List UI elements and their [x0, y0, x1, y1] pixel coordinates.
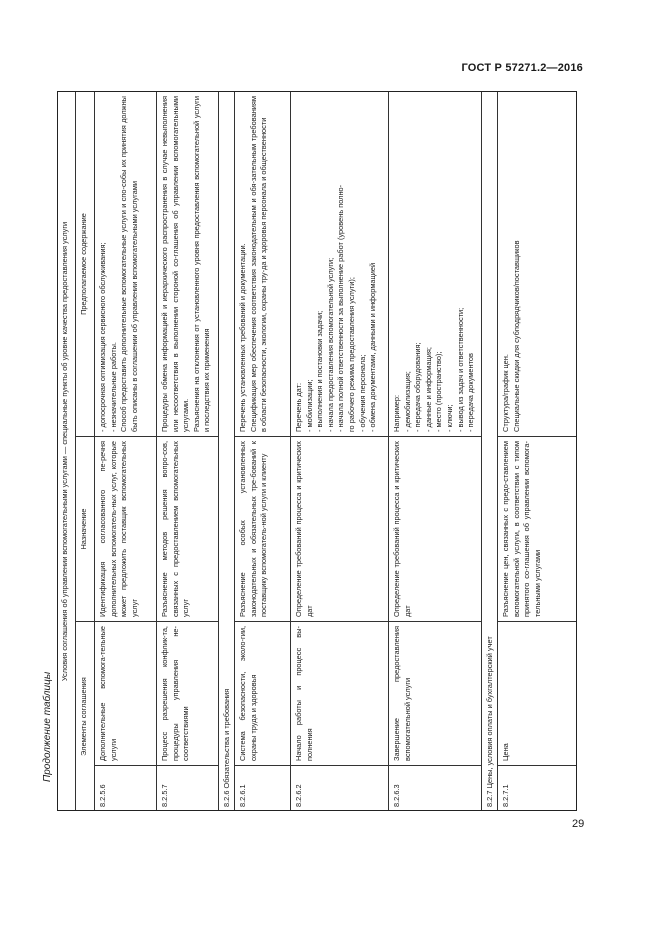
content-line: - обучения персонала;	[357, 354, 367, 432]
content-line: Перечень установленных требований и документации.	[238, 243, 247, 432]
content-line: Разъяснения на отклонения от установленного уровня предоставления вспомогательной услуги и последствия их применения	[191, 96, 212, 432]
content-line: - ключи;	[444, 404, 454, 432]
row-purpose: Определение требований процесса и критических дат	[291, 436, 389, 621]
content-line: - начала предоставления вспомогательной услуги;	[325, 257, 335, 432]
content-line: - допосрочная оптимизация сервисного обслуживания;	[98, 242, 107, 432]
row-content	[235, 91, 291, 436]
row-element: Процесс разрешения конфлик-та, процедуры управления не-соответствиями	[157, 621, 219, 765]
row-code: 8.2.7.1	[498, 765, 577, 811]
row-purpose: Разъяснение цен, связанных с предо-ставлением вспомогательной услуги, в соответствии с типом принятого со-глашения об управлении вспомога-тельными услугами	[498, 436, 577, 621]
row-content	[389, 91, 482, 436]
page-number: 29	[572, 818, 585, 830]
column-header-content: Предполагаемое содержание	[76, 91, 95, 436]
row-element: Система безопасности, эколо-гии, охраны труда и здоровья	[235, 621, 291, 765]
row-content	[95, 91, 157, 436]
content-line: - место (пространство);	[434, 351, 444, 432]
column-header-elements: Элементы соглашения	[76, 621, 95, 811]
content-line: Структура/график цен.	[501, 354, 510, 432]
content-line: Например:	[392, 394, 401, 432]
row-content	[157, 91, 219, 436]
content-line: Перечень дат:	[294, 382, 303, 432]
continuation-label: Продолжение таблицы	[42, 671, 53, 782]
content-line: - вывод из задач и ответственности;	[455, 307, 465, 432]
section-row: 8.2.7 Цены, условия оплаты и бухгалтерский учет	[482, 91, 498, 811]
content-line: - передача оборудования;	[413, 342, 423, 432]
content-line: го рабочего режима предоставления услуги);	[346, 277, 356, 432]
content-line: - передача документов	[466, 353, 476, 432]
content-line: - обмена документами, данными и информацией	[368, 262, 378, 432]
content-line: - незначительные работы.	[108, 342, 118, 432]
content-line: - мобилизации;	[304, 379, 314, 432]
rotated-table	[57, 91, 577, 811]
content-line: Процедуры обмена информацией и иерархического распространения в случае невыполнения или несоответствия в выполнении стороной со-глашения об управлении вспомогательными услугами.	[160, 96, 191, 432]
row-content	[291, 91, 389, 436]
row-content	[498, 91, 577, 436]
row-element: Начало работы и процесс вы-полнения	[291, 621, 389, 765]
row-code: 8.2.6.3	[389, 765, 482, 811]
section-row: 8.2.6 Обязательства и требования	[219, 91, 235, 811]
row-element: Цена	[498, 621, 577, 765]
document-title: ГОСТ Р 57271.2—2016	[461, 62, 583, 74]
content-line: - демобилизация;	[402, 371, 412, 432]
content-line: - данные и информация;	[423, 347, 433, 432]
content-line: Способ предоставить дополнительные вспомогательные услуги и спо-собы их принятия должны быть описаны в соглашении об управлении вспомогательными услугами	[119, 96, 139, 432]
row-purpose: Разъяснение особых установленных законодательных и обязательных тре-бований к поставщику вспомогатель-ной услуги и клиенту	[235, 436, 291, 621]
content-line: Специальные скидки для субподрядчиков/поставщиков	[511, 240, 521, 432]
row-code: 8.2.6.2	[291, 765, 389, 811]
row-element: Завершение предоставления вспомогательной услуги	[389, 621, 482, 765]
row-purpose: Разъяснение методов решения вопро-сов, связанных с предоставлением вспомогательных услуг	[157, 436, 219, 621]
row-code: 8.2.5.7	[157, 765, 219, 811]
row-purpose: Идентификация согласованного пе-речня дополнительных вспомогатель-ных услуг, которые может предложить поставщик вспомогательных услуг	[95, 436, 157, 621]
content-line: Спецификация мер обеспечения соответствия законодательным и обя-зательным требованиям в области безопасности, экологии, охраны тру-да и здоровья персонала и общественности	[248, 96, 269, 432]
column-header-purpose: Назначение	[76, 436, 95, 621]
content-line: - выполнения и постановки задачи;	[315, 310, 325, 432]
row-purpose: Определение требований процесса и критических дат	[389, 436, 482, 621]
row-code: 8.2.5.6	[95, 765, 157, 811]
table-top-header: Условия соглашения об управлении вспомогательными услугами — специальные пункты об уровне качества предоставления услуги	[57, 91, 76, 811]
row-element: Дополнительные вспомога-тельные услуги	[95, 621, 157, 765]
content-line: - начала полной ответственности за выполнение работ (уровень полно-	[336, 184, 346, 432]
row-code: 8.2.6.1	[235, 765, 291, 811]
